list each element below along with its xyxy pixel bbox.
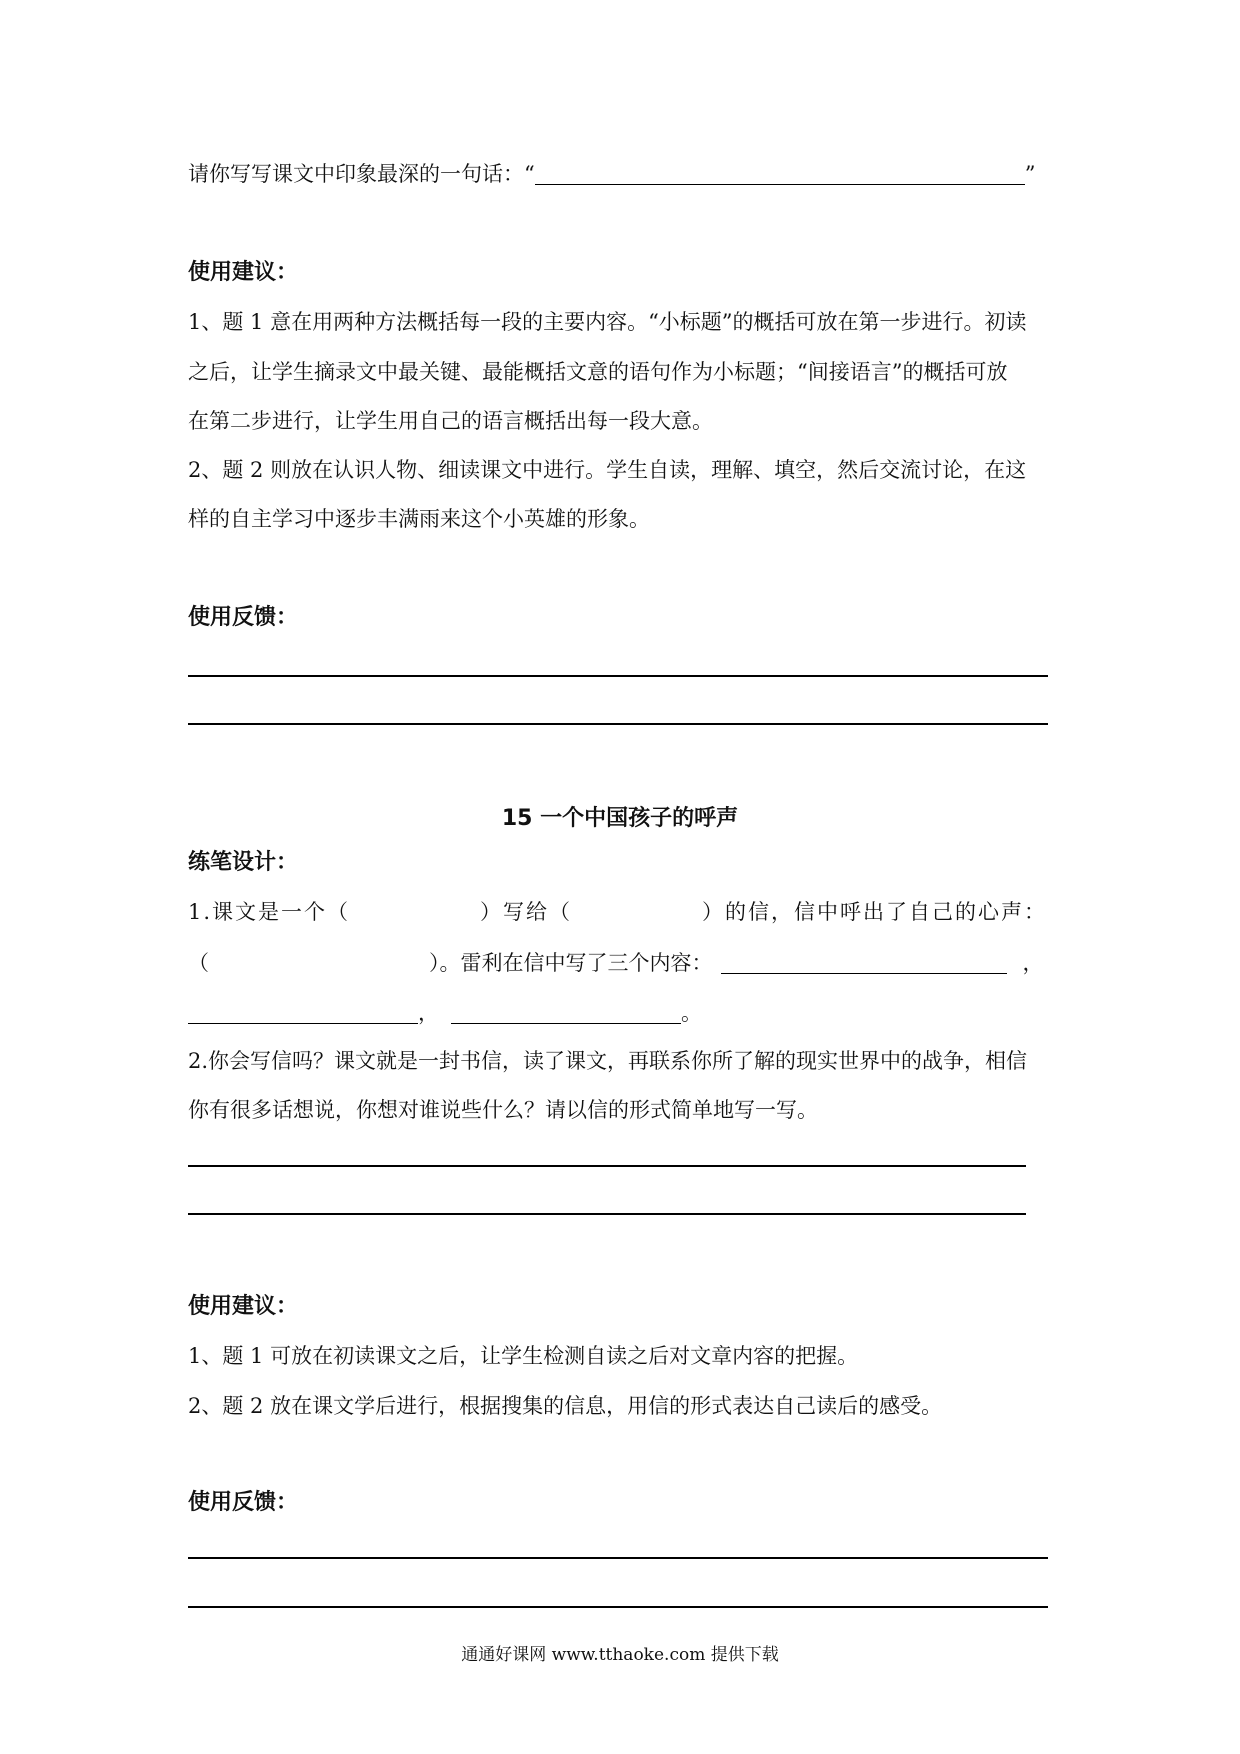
lesson-title: 15 一个中国孩子的呼声	[501, 806, 739, 831]
question-2-line: 2.你会写信吗？课文就是一封书信，读了课文，再联系你所了解的现实世界中的战争，相信	[188, 1049, 1028, 1073]
letter-writing-line-2[interactable]	[188, 1213, 1026, 1215]
memorable-sentence-blank[interactable]	[535, 163, 1025, 185]
question-1-line-1: 1.课文是一个（ ）写给（ ）的信，信中呼出了自己的心声：	[188, 900, 1048, 924]
feedback-heading-1: 使用反馈：	[188, 605, 299, 630]
prompt-text: 请你写写课文中印象最深的一句话：“	[188, 162, 535, 186]
advice-line: 在第二步进行，让学生用自己的语言概括出每一段大意。	[188, 409, 713, 433]
feedback-line-3[interactable]	[188, 1557, 1048, 1559]
q1-blank-content-2[interactable]	[188, 1002, 418, 1024]
memorable-sentence-prompt	[188, 163, 1035, 185]
question-1-line-3: ， 。	[188, 1002, 702, 1024]
q1-blank-content-1[interactable]	[721, 952, 1007, 974]
advice-line: 1、题 1 可放在初读课文之后，让学生检测自读之后对文章内容的把握。	[188, 1344, 859, 1368]
advice-line: 2、题 2 放在课文学后进行，根据搜集的信息，用信的形式表达自己读后的感受。	[188, 1394, 943, 1418]
advice-heading-2: 使用建议：	[188, 1294, 299, 1319]
q1-blank-content-3[interactable]	[451, 1002, 681, 1024]
question-1-line-2: （ ）。雷利在信中写了三个内容： ，	[188, 951, 1044, 975]
feedback-heading-2: 使用反馈：	[188, 1490, 299, 1515]
advice-line: 1、题 1 意在用两种方法概括每一段的主要内容。“小标题”的概括可放在第一步进行。初读	[188, 310, 1027, 334]
advice-line: 2、题 2 则放在认识人物、细读课文中进行。学生自读，理解、填空，然后交流讨论，在这	[188, 458, 1027, 482]
prompt-close-quote: ”	[1024, 162, 1036, 186]
feedback-line-1[interactable]	[188, 675, 1048, 677]
advice-heading-1: 使用建议：	[188, 260, 299, 285]
advice-line: 之后，让学生摘录文中最关键、最能概括文意的语句作为小标题；“间接语言”的概括可放	[188, 360, 1008, 384]
page-footer: 通通好课网 www.tthaoke.com 提供下载	[461, 1645, 779, 1665]
feedback-line-2[interactable]	[188, 723, 1048, 725]
letter-writing-line-1[interactable]	[188, 1165, 1026, 1167]
advice-line: 样的自主学习中逐步丰满雨来这个小英雄的形象。	[188, 507, 650, 531]
writing-design-heading: 练笔设计：	[188, 850, 299, 875]
feedback-line-4[interactable]	[188, 1606, 1048, 1608]
question-2-line: 你有很多话想说，你想对谁说些什么？请以信的形式简单地写一写。	[188, 1098, 818, 1122]
